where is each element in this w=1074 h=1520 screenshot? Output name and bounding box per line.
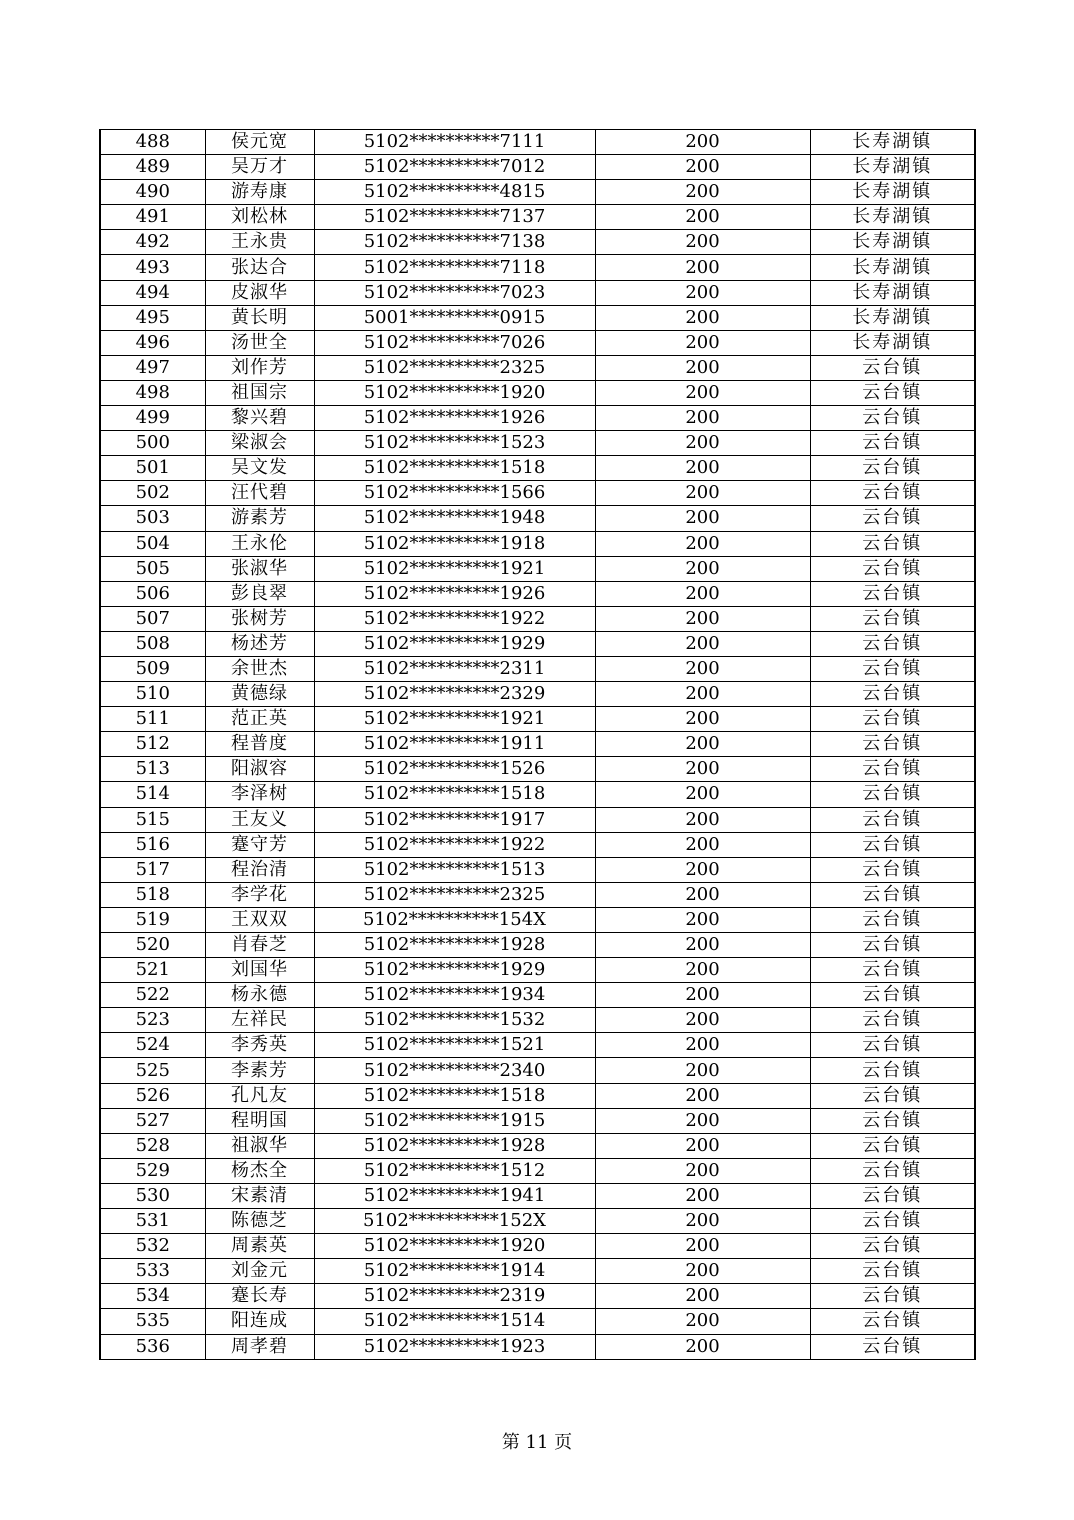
id-number-cell: 5102**********1513 bbox=[314, 857, 595, 882]
row-number-cell: 529 bbox=[100, 1158, 205, 1183]
row-number-cell: 507 bbox=[100, 606, 205, 631]
table-row bbox=[100, 456, 975, 481]
row-number-cell: 500 bbox=[100, 431, 205, 456]
person-name-cell: 张树芳 bbox=[205, 606, 314, 631]
table-row bbox=[100, 481, 975, 506]
town-cell: 长寿湖镇 bbox=[810, 130, 975, 155]
person-name-cell: 周素英 bbox=[205, 1234, 314, 1259]
town-cell: 云台镇 bbox=[810, 1058, 975, 1083]
amount-cell: 200 bbox=[595, 556, 810, 581]
table-row bbox=[100, 330, 975, 355]
id-number-cell: 5102**********1911 bbox=[314, 732, 595, 757]
row-number-cell: 513 bbox=[100, 757, 205, 782]
person-name-cell: 周孝碧 bbox=[205, 1334, 314, 1359]
id-number-cell: 5102**********2329 bbox=[314, 682, 595, 707]
amount-cell: 200 bbox=[595, 280, 810, 305]
town-cell: 云台镇 bbox=[810, 707, 975, 732]
row-number-cell: 524 bbox=[100, 1033, 205, 1058]
person-name-cell: 彭良翠 bbox=[205, 581, 314, 606]
table-row bbox=[100, 807, 975, 832]
id-number-cell: 5102**********1917 bbox=[314, 807, 595, 832]
town-cell: 云台镇 bbox=[810, 682, 975, 707]
town-cell: 长寿湖镇 bbox=[810, 330, 975, 355]
row-number-cell: 511 bbox=[100, 707, 205, 732]
row-number-cell: 527 bbox=[100, 1108, 205, 1133]
id-number-cell: 5102**********1926 bbox=[314, 581, 595, 606]
town-cell: 云台镇 bbox=[810, 581, 975, 606]
id-number-cell: 5102**********1514 bbox=[314, 1309, 595, 1334]
row-number-cell: 490 bbox=[100, 180, 205, 205]
id-number-cell: 5102**********7137 bbox=[314, 205, 595, 230]
amount-cell: 200 bbox=[595, 1158, 810, 1183]
amount-cell: 200 bbox=[595, 732, 810, 757]
table-row bbox=[100, 406, 975, 431]
table-row bbox=[100, 857, 975, 882]
id-number-cell: 5102**********1929 bbox=[314, 958, 595, 983]
amount-cell: 200 bbox=[595, 205, 810, 230]
table-row bbox=[100, 130, 975, 155]
person-name-cell: 程明国 bbox=[205, 1108, 314, 1133]
id-number-cell: 5102**********1523 bbox=[314, 431, 595, 456]
person-name-cell: 梁淑会 bbox=[205, 431, 314, 456]
id-number-cell: 5102**********1914 bbox=[314, 1259, 595, 1284]
amount-cell: 200 bbox=[595, 807, 810, 832]
town-cell: 长寿湖镇 bbox=[810, 230, 975, 255]
town-cell: 云台镇 bbox=[810, 882, 975, 907]
person-name-cell: 陈德芝 bbox=[205, 1209, 314, 1234]
person-name-cell: 程治清 bbox=[205, 857, 314, 882]
amount-cell: 200 bbox=[595, 1309, 810, 1334]
table-row bbox=[100, 1284, 975, 1309]
table-row bbox=[100, 1259, 975, 1284]
table-row bbox=[100, 1183, 975, 1208]
person-name-cell: 张淑华 bbox=[205, 556, 314, 581]
amount-cell: 200 bbox=[595, 1209, 810, 1234]
town-cell: 云台镇 bbox=[810, 732, 975, 757]
row-number-cell: 525 bbox=[100, 1058, 205, 1083]
row-number-cell: 498 bbox=[100, 380, 205, 405]
person-name-cell: 孔凡友 bbox=[205, 1083, 314, 1108]
town-cell: 云台镇 bbox=[810, 933, 975, 958]
town-cell: 云台镇 bbox=[810, 531, 975, 556]
town-cell: 云台镇 bbox=[810, 1284, 975, 1309]
id-number-cell: 5102**********1948 bbox=[314, 506, 595, 531]
id-number-cell: 5102**********7111 bbox=[314, 130, 595, 155]
amount-cell: 200 bbox=[595, 1334, 810, 1359]
person-name-cell: 张达合 bbox=[205, 255, 314, 280]
town-cell: 云台镇 bbox=[810, 1083, 975, 1108]
row-number-cell: 533 bbox=[100, 1259, 205, 1284]
row-number-cell: 528 bbox=[100, 1133, 205, 1158]
person-name-cell: 王永伦 bbox=[205, 531, 314, 556]
row-number-cell: 495 bbox=[100, 305, 205, 330]
amount-cell: 200 bbox=[595, 531, 810, 556]
table-row bbox=[100, 1033, 975, 1058]
town-cell: 云台镇 bbox=[810, 481, 975, 506]
person-name-cell: 王永贵 bbox=[205, 230, 314, 255]
table-row bbox=[100, 1234, 975, 1259]
person-name-cell: 李学花 bbox=[205, 882, 314, 907]
town-cell: 云台镇 bbox=[810, 1234, 975, 1259]
table-row bbox=[100, 155, 975, 180]
page-number: 第 11 页 bbox=[501, 1432, 573, 1453]
amount-cell: 200 bbox=[595, 857, 810, 882]
amount-cell: 200 bbox=[595, 1058, 810, 1083]
id-number-cell: 5102**********1921 bbox=[314, 707, 595, 732]
table-row bbox=[100, 907, 975, 932]
town-cell: 云台镇 bbox=[810, 606, 975, 631]
person-name-cell: 黄长明 bbox=[205, 305, 314, 330]
row-number-cell: 509 bbox=[100, 656, 205, 681]
amount-cell: 200 bbox=[595, 1033, 810, 1058]
person-name-cell: 刘国华 bbox=[205, 958, 314, 983]
person-name-cell: 阳连成 bbox=[205, 1309, 314, 1334]
id-number-cell: 5102**********2325 bbox=[314, 882, 595, 907]
table-row bbox=[100, 656, 975, 681]
row-number-cell: 510 bbox=[100, 682, 205, 707]
row-number-cell: 536 bbox=[100, 1334, 205, 1359]
town-cell: 云台镇 bbox=[810, 355, 975, 380]
person-name-cell: 李素芳 bbox=[205, 1058, 314, 1083]
person-name-cell: 阳淑容 bbox=[205, 757, 314, 782]
person-name-cell: 杨述芳 bbox=[205, 631, 314, 656]
amount-cell: 200 bbox=[595, 882, 810, 907]
amount-cell: 200 bbox=[595, 305, 810, 330]
person-name-cell: 刘作芳 bbox=[205, 355, 314, 380]
table-row bbox=[100, 832, 975, 857]
person-name-cell: 杨永德 bbox=[205, 983, 314, 1008]
amount-cell: 200 bbox=[595, 406, 810, 431]
id-number-cell: 5102**********1521 bbox=[314, 1033, 595, 1058]
table-row bbox=[100, 1158, 975, 1183]
id-number-cell: 5102**********1922 bbox=[314, 832, 595, 857]
town-cell: 云台镇 bbox=[810, 807, 975, 832]
town-cell: 云台镇 bbox=[810, 958, 975, 983]
person-name-cell: 李秀英 bbox=[205, 1033, 314, 1058]
table-row bbox=[100, 682, 975, 707]
table-row bbox=[100, 255, 975, 280]
town-cell: 云台镇 bbox=[810, 907, 975, 932]
table-row bbox=[100, 958, 975, 983]
id-number-cell: 5102**********1923 bbox=[314, 1334, 595, 1359]
table-row bbox=[100, 1008, 975, 1033]
town-cell: 长寿湖镇 bbox=[810, 280, 975, 305]
table-row bbox=[100, 933, 975, 958]
id-number-cell: 5102**********7012 bbox=[314, 155, 595, 180]
town-cell: 云台镇 bbox=[810, 782, 975, 807]
person-name-cell: 李泽树 bbox=[205, 782, 314, 807]
person-name-cell: 汪代碧 bbox=[205, 481, 314, 506]
town-cell: 云台镇 bbox=[810, 1309, 975, 1334]
row-number-cell: 532 bbox=[100, 1234, 205, 1259]
id-number-cell: 5102**********154X bbox=[314, 907, 595, 932]
id-number-cell: 5102**********1928 bbox=[314, 933, 595, 958]
row-number-cell: 501 bbox=[100, 456, 205, 481]
amount-cell: 200 bbox=[595, 506, 810, 531]
amount-cell: 200 bbox=[595, 581, 810, 606]
amount-cell: 200 bbox=[595, 631, 810, 656]
row-number-cell: 522 bbox=[100, 983, 205, 1008]
id-number-cell: 5102**********1915 bbox=[314, 1108, 595, 1133]
town-cell: 云台镇 bbox=[810, 406, 975, 431]
town-cell: 云台镇 bbox=[810, 556, 975, 581]
amount-cell: 200 bbox=[595, 656, 810, 681]
person-name-cell: 皮淑华 bbox=[205, 280, 314, 305]
town-cell: 云台镇 bbox=[810, 1209, 975, 1234]
table-row bbox=[100, 431, 975, 456]
amount-cell: 200 bbox=[595, 907, 810, 932]
amount-cell: 200 bbox=[595, 155, 810, 180]
town-cell: 云台镇 bbox=[810, 506, 975, 531]
table-row bbox=[100, 983, 975, 1008]
id-number-cell: 5102**********1922 bbox=[314, 606, 595, 631]
id-number-cell: 5102**********152X bbox=[314, 1209, 595, 1234]
amount-cell: 200 bbox=[595, 606, 810, 631]
row-number-cell: 491 bbox=[100, 205, 205, 230]
person-name-cell: 游寿康 bbox=[205, 180, 314, 205]
id-number-cell: 5102**********1518 bbox=[314, 1083, 595, 1108]
row-number-cell: 512 bbox=[100, 732, 205, 757]
town-cell: 云台镇 bbox=[810, 1183, 975, 1208]
row-number-cell: 502 bbox=[100, 481, 205, 506]
person-name-cell: 刘松林 bbox=[205, 205, 314, 230]
table-row bbox=[100, 506, 975, 531]
town-cell: 长寿湖镇 bbox=[810, 305, 975, 330]
town-cell: 云台镇 bbox=[810, 832, 975, 857]
town-cell: 长寿湖镇 bbox=[810, 205, 975, 230]
person-name-cell: 肖春芝 bbox=[205, 933, 314, 958]
town-cell: 云台镇 bbox=[810, 1334, 975, 1359]
amount-cell: 200 bbox=[595, 1083, 810, 1108]
amount-cell: 200 bbox=[595, 180, 810, 205]
row-number-cell: 530 bbox=[100, 1183, 205, 1208]
person-name-cell: 蹇守芳 bbox=[205, 832, 314, 857]
town-cell: 云台镇 bbox=[810, 456, 975, 481]
town-cell: 云台镇 bbox=[810, 431, 975, 456]
person-name-cell: 范正英 bbox=[205, 707, 314, 732]
amount-cell: 200 bbox=[595, 983, 810, 1008]
row-number-cell: 518 bbox=[100, 882, 205, 907]
row-number-cell: 535 bbox=[100, 1309, 205, 1334]
id-number-cell: 5102**********1934 bbox=[314, 983, 595, 1008]
table-row bbox=[100, 782, 975, 807]
table-row bbox=[100, 205, 975, 230]
amount-cell: 200 bbox=[595, 1133, 810, 1158]
town-cell: 云台镇 bbox=[810, 1033, 975, 1058]
row-number-cell: 520 bbox=[100, 933, 205, 958]
table-row bbox=[100, 1058, 975, 1083]
person-name-cell: 余世杰 bbox=[205, 656, 314, 681]
person-name-cell: 程普度 bbox=[205, 732, 314, 757]
person-name-cell: 王友义 bbox=[205, 807, 314, 832]
row-number-cell: 514 bbox=[100, 782, 205, 807]
table-row bbox=[100, 732, 975, 757]
town-cell: 云台镇 bbox=[810, 983, 975, 1008]
row-number-cell: 526 bbox=[100, 1083, 205, 1108]
row-number-cell: 515 bbox=[100, 807, 205, 832]
table-row bbox=[100, 606, 975, 631]
row-number-cell: 504 bbox=[100, 531, 205, 556]
town-cell: 云台镇 bbox=[810, 1259, 975, 1284]
amount-cell: 200 bbox=[595, 1008, 810, 1033]
row-number-cell: 493 bbox=[100, 255, 205, 280]
person-name-cell: 侯元宽 bbox=[205, 130, 314, 155]
person-name-cell: 祖国宗 bbox=[205, 380, 314, 405]
id-number-cell: 5102**********2340 bbox=[314, 1058, 595, 1083]
town-cell: 云台镇 bbox=[810, 1133, 975, 1158]
id-number-cell: 5102**********7023 bbox=[314, 280, 595, 305]
id-number-cell: 5102**********2325 bbox=[314, 355, 595, 380]
person-name-cell: 吴文发 bbox=[205, 456, 314, 481]
table-row bbox=[100, 882, 975, 907]
amount-cell: 200 bbox=[595, 682, 810, 707]
table-row bbox=[100, 581, 975, 606]
row-number-cell: 497 bbox=[100, 355, 205, 380]
amount-cell: 200 bbox=[595, 757, 810, 782]
town-cell: 长寿湖镇 bbox=[810, 255, 975, 280]
id-number-cell: 5102**********1918 bbox=[314, 531, 595, 556]
town-cell: 云台镇 bbox=[810, 857, 975, 882]
table-row bbox=[100, 230, 975, 255]
amount-cell: 200 bbox=[595, 707, 810, 732]
table-row bbox=[100, 1209, 975, 1234]
person-name-cell: 左祥民 bbox=[205, 1008, 314, 1033]
person-name-cell: 杨杰全 bbox=[205, 1158, 314, 1183]
town-cell: 云台镇 bbox=[810, 1108, 975, 1133]
amount-cell: 200 bbox=[595, 380, 810, 405]
row-number-cell: 494 bbox=[100, 280, 205, 305]
row-number-cell: 508 bbox=[100, 631, 205, 656]
id-number-cell: 5001**********0915 bbox=[314, 305, 595, 330]
town-cell: 云台镇 bbox=[810, 656, 975, 681]
amount-cell: 200 bbox=[595, 230, 810, 255]
id-number-cell: 5102**********2311 bbox=[314, 656, 595, 681]
amount-cell: 200 bbox=[595, 1259, 810, 1284]
id-number-cell: 5102**********1926 bbox=[314, 406, 595, 431]
row-number-cell: 534 bbox=[100, 1284, 205, 1309]
id-number-cell: 5102**********1512 bbox=[314, 1158, 595, 1183]
id-number-cell: 5102**********1920 bbox=[314, 380, 595, 405]
id-number-cell: 5102**********4815 bbox=[314, 180, 595, 205]
amount-cell: 200 bbox=[595, 1108, 810, 1133]
row-number-cell: 506 bbox=[100, 581, 205, 606]
town-cell: 云台镇 bbox=[810, 757, 975, 782]
table-row bbox=[100, 757, 975, 782]
row-number-cell: 531 bbox=[100, 1209, 205, 1234]
data-table bbox=[99, 129, 976, 1360]
id-number-cell: 5102**********7138 bbox=[314, 230, 595, 255]
row-number-cell: 492 bbox=[100, 230, 205, 255]
town-cell: 长寿湖镇 bbox=[810, 180, 975, 205]
table-row bbox=[100, 631, 975, 656]
amount-cell: 200 bbox=[595, 330, 810, 355]
id-number-cell: 5102**********1566 bbox=[314, 481, 595, 506]
id-number-cell: 5102**********1532 bbox=[314, 1008, 595, 1033]
table-row bbox=[100, 531, 975, 556]
table-row bbox=[100, 380, 975, 405]
id-number-cell: 5102**********1526 bbox=[314, 757, 595, 782]
table-row bbox=[100, 355, 975, 380]
row-number-cell: 489 bbox=[100, 155, 205, 180]
table-row bbox=[100, 305, 975, 330]
person-name-cell: 王双双 bbox=[205, 907, 314, 932]
row-number-cell: 496 bbox=[100, 330, 205, 355]
id-number-cell: 5102**********1518 bbox=[314, 456, 595, 481]
id-number-cell: 5102**********7026 bbox=[314, 330, 595, 355]
town-cell: 云台镇 bbox=[810, 1158, 975, 1183]
person-name-cell: 吴万才 bbox=[205, 155, 314, 180]
person-name-cell: 刘金元 bbox=[205, 1259, 314, 1284]
table-row bbox=[100, 1083, 975, 1108]
amount-cell: 200 bbox=[595, 431, 810, 456]
person-name-cell: 蹇长寿 bbox=[205, 1284, 314, 1309]
row-number-cell: 505 bbox=[100, 556, 205, 581]
town-cell: 云台镇 bbox=[810, 380, 975, 405]
table-row bbox=[100, 1108, 975, 1133]
table-row bbox=[100, 1133, 975, 1158]
amount-cell: 200 bbox=[595, 355, 810, 380]
amount-cell: 200 bbox=[595, 255, 810, 280]
table-row bbox=[100, 707, 975, 732]
id-number-cell: 5102**********7118 bbox=[314, 255, 595, 280]
row-number-cell: 521 bbox=[100, 958, 205, 983]
amount-cell: 200 bbox=[595, 481, 810, 506]
amount-cell: 200 bbox=[595, 1284, 810, 1309]
table-row bbox=[100, 1309, 975, 1334]
amount-cell: 200 bbox=[595, 456, 810, 481]
id-number-cell: 5102**********1518 bbox=[314, 782, 595, 807]
id-number-cell: 5102**********1920 bbox=[314, 1234, 595, 1259]
town-cell: 云台镇 bbox=[810, 1008, 975, 1033]
table-body bbox=[100, 130, 975, 1360]
row-number-cell: 516 bbox=[100, 832, 205, 857]
row-number-cell: 499 bbox=[100, 406, 205, 431]
table-row bbox=[100, 280, 975, 305]
amount-cell: 200 bbox=[595, 1234, 810, 1259]
row-number-cell: 517 bbox=[100, 857, 205, 882]
table-row bbox=[100, 180, 975, 205]
amount-cell: 200 bbox=[595, 933, 810, 958]
person-name-cell: 黎兴碧 bbox=[205, 406, 314, 431]
row-number-cell: 523 bbox=[100, 1008, 205, 1033]
amount-cell: 200 bbox=[595, 1183, 810, 1208]
person-name-cell: 汤世全 bbox=[205, 330, 314, 355]
table-row bbox=[100, 556, 975, 581]
id-number-cell: 5102**********1941 bbox=[314, 1183, 595, 1208]
person-name-cell: 黄德绿 bbox=[205, 682, 314, 707]
id-number-cell: 5102**********1929 bbox=[314, 631, 595, 656]
row-number-cell: 503 bbox=[100, 506, 205, 531]
amount-cell: 200 bbox=[595, 832, 810, 857]
amount-cell: 200 bbox=[595, 782, 810, 807]
town-cell: 长寿湖镇 bbox=[810, 155, 975, 180]
town-cell: 云台镇 bbox=[810, 631, 975, 656]
id-number-cell: 5102**********2319 bbox=[314, 1284, 595, 1309]
person-name-cell: 祖淑华 bbox=[205, 1133, 314, 1158]
person-name-cell: 宋素清 bbox=[205, 1183, 314, 1208]
id-number-cell: 5102**********1921 bbox=[314, 556, 595, 581]
person-name-cell: 游素芳 bbox=[205, 506, 314, 531]
amount-cell: 200 bbox=[595, 130, 810, 155]
row-number-cell: 519 bbox=[100, 907, 205, 932]
row-number-cell: 488 bbox=[100, 130, 205, 155]
table-row bbox=[100, 1334, 975, 1359]
amount-cell: 200 bbox=[595, 958, 810, 983]
id-number-cell: 5102**********1928 bbox=[314, 1133, 595, 1158]
